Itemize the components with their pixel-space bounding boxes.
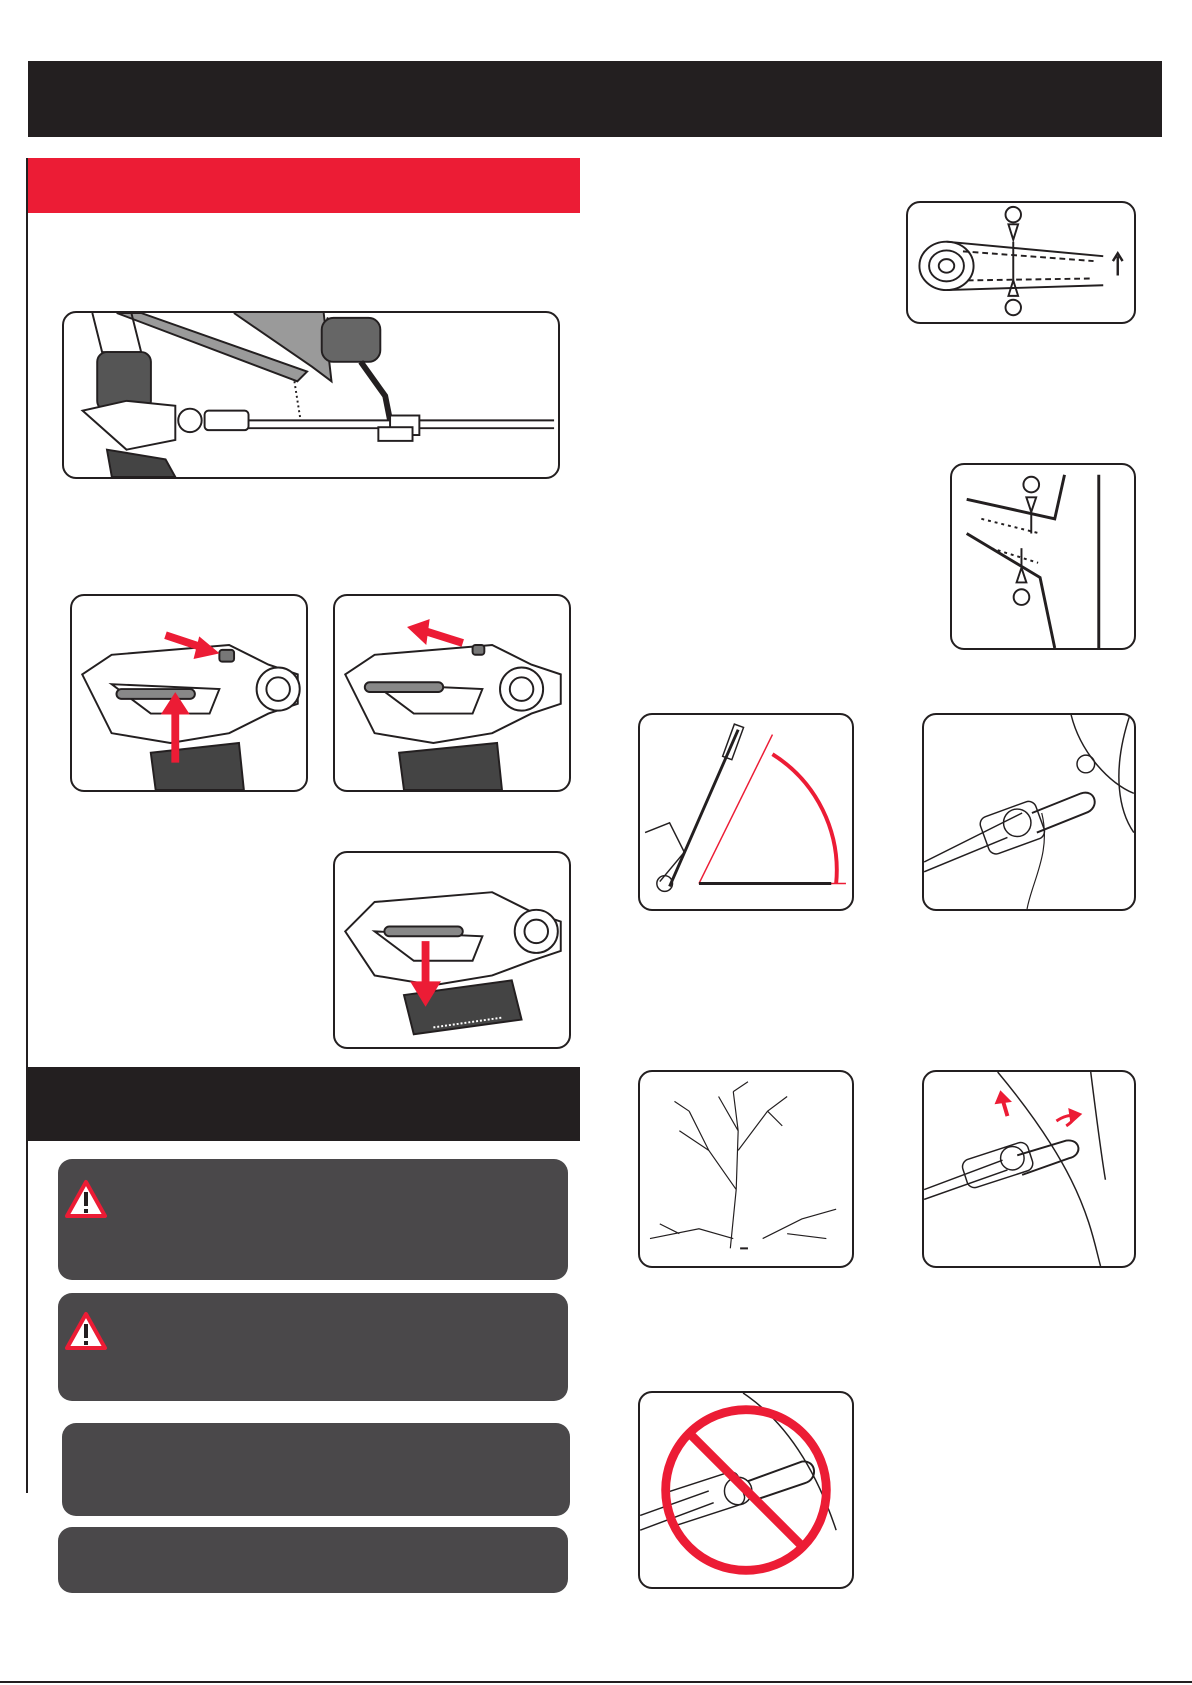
harness-carry-figure — [62, 311, 560, 479]
limb-cut-figure — [950, 463, 1136, 650]
warning-note-1 — [58, 1159, 568, 1280]
section-header-red — [28, 158, 580, 213]
warning-triangle-icon — [64, 1311, 108, 1351]
branch-cut-figure — [922, 713, 1136, 911]
log-cut-figure — [906, 201, 1136, 324]
info-note-4 — [58, 1527, 568, 1593]
warning-note-2 — [58, 1293, 568, 1401]
warning-triangle-icon — [64, 1179, 108, 1219]
left-column-rule — [26, 158, 28, 1493]
angle-hold-figure — [638, 713, 854, 911]
page-header-bar — [28, 61, 1162, 137]
page-footer-rule — [0, 1681, 1192, 1683]
prohibited-use-figure — [638, 1391, 854, 1589]
info-note-3 — [62, 1423, 570, 1516]
section-header-dark — [28, 1067, 580, 1141]
switch-on-figure — [70, 594, 308, 792]
battery-remove-figure — [333, 851, 571, 1049]
tree-prune-figure — [638, 1070, 854, 1268]
switch-off-figure — [333, 594, 571, 792]
pull-cut-figure — [922, 1070, 1136, 1268]
